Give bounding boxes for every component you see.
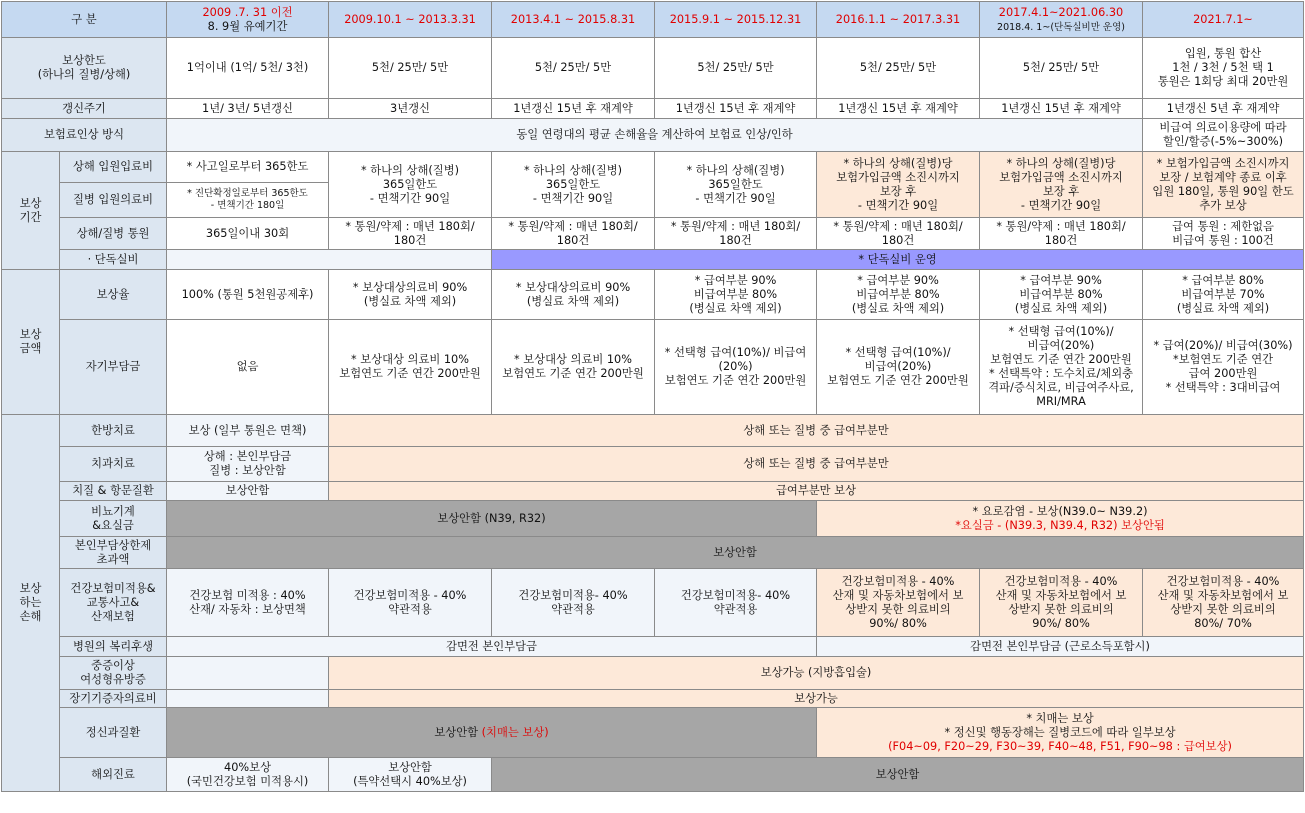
cell: 감면전 본인부담금 (근로소득포함시) (817, 637, 1304, 657)
row-severe-label: 중증이상 여성형유방증 (60, 657, 167, 690)
cell: 3년갱신 (329, 99, 492, 119)
row-excess-label: 본인부담상한제 초과액 (60, 537, 167, 569)
cell: 감면전 본인부담금 (167, 637, 817, 657)
cell: 보상가능 (329, 690, 1304, 708)
single-operation-banner: * 단독실비 운영 (492, 250, 1304, 270)
row-premium (2, 119, 1304, 152)
row-oriental (2, 415, 1304, 447)
cell: 1억이내 (1억/ 5천/ 3천) (167, 38, 329, 99)
row-amount-rate (2, 270, 1304, 320)
row-mental (2, 708, 1304, 758)
row-amount-self (2, 320, 1304, 415)
urinary-new-rule: * 요로감염 - 보상(N39.0~ N39.2) (972, 504, 1148, 518)
cell: * 선택형 급여(10%)/ 비급여 (20%) 보험연도 기준 연간 200만원 (655, 320, 817, 415)
cell: 5천/ 25만/ 5만 (817, 38, 980, 99)
cell: 5천/ 25만/ 5만 (980, 38, 1143, 99)
cell: 보상 (일부 통원은 면책) (167, 415, 329, 447)
row-dental (2, 447, 1304, 482)
cell (167, 657, 329, 690)
cell: 5천/ 25만/ 5만 (329, 38, 492, 99)
cell: 없음 (167, 320, 329, 415)
cell: 365일이내 30회 (167, 218, 329, 250)
row-period-disease-label: 질병 입원의료비 (60, 183, 167, 218)
cell: 건강보험미적용 - 40% 약관적용 (329, 569, 492, 637)
cell: 100% (통원 5천원공제후) (167, 270, 329, 320)
row-period-outpatient-label: 상해/질병 통원 (60, 218, 167, 250)
group-period-label: 보상 기간 (2, 152, 60, 270)
cell: 건강보험미적용 - 40% 산재 및 자동차보험에서 보 상받지 못한 의료비의 80%/ 70% (1143, 569, 1304, 637)
cell (817, 501, 1304, 537)
row-oriental-label: 한방치료 (60, 415, 167, 447)
cell (167, 250, 492, 270)
cell: * 보험가입금액 소진시까지 보장 / 보험계약 종료 이후 입원 180일, 통원 90일 한도 추가 보상 (1143, 152, 1304, 218)
cell: 급여 통원 : 제한없음 비급여 통원 : 100건 (1143, 218, 1304, 250)
header-division: 구 분 (2, 2, 167, 38)
cell: * 통원/약제 : 매년 180회/ 180건 (980, 218, 1143, 250)
row-amount-rate-label: 보상율 (60, 270, 167, 320)
header-period-6-note: 2018.4. 1~(단독실비만 운영) (997, 21, 1125, 33)
cell: * 통원/약제 : 매년 180회/ 180건 (329, 218, 492, 250)
cell: 보상안함 (N39, R32) (167, 501, 817, 537)
cell: 건강보험미적용- 40% 약관적용 (655, 569, 817, 637)
header-period-1-note: 8. 9월 유예기간 (207, 19, 288, 33)
group-amount-label: 보상 금액 (2, 270, 60, 415)
row-hemorrhoid-label: 치질 & 항문질환 (60, 482, 167, 501)
cell: * 하나의 상해(질병) 365일한도 - 면책기간 90일 (655, 152, 817, 218)
cell: 보상안함 (특약선택시 40%보상) (329, 758, 492, 792)
cell: 보상안함 (492, 758, 1304, 792)
cell: * 급여(20%)/ 비급여(30%) *보험연도 기준 연간 급여 200만원 * 선택특약 : 3대비급여 (1143, 320, 1304, 415)
cell: * 하나의 상해(질병) 365일한도 - 면책기간 90일 (492, 152, 655, 218)
mental-new-2: * 정신및 행동장해는 질병코드에 따라 일부보상 (944, 725, 1176, 739)
cell: 1년갱신 15년 후 재계약 (980, 99, 1143, 119)
row-overseas (2, 758, 1304, 792)
cell: * 통원/약제 : 매년 180회/ 180건 (492, 218, 655, 250)
cell: 1년갱신 15년 후 재계약 (492, 99, 655, 119)
cell: * 급여부분 90% 비급여부분 80% (병실료 차액 제외) (980, 270, 1143, 320)
row-mental-label: 정신과질환 (60, 708, 167, 758)
cell: 5천/ 25만/ 5만 (655, 38, 817, 99)
cell: 보상가능 (지방흡입술) (329, 657, 1304, 690)
header-period-5: 2016.1.1 ~ 2017.3.31 (817, 2, 980, 38)
group-comp-label: 보상 하는 손해 (2, 415, 60, 792)
cell (817, 708, 1304, 758)
cell: * 보상대상 의료비 10% 보험연도 기준 연간 200만원 (492, 320, 655, 415)
header-period-6 (980, 2, 1143, 38)
mental-new-3: (F04~09, F20~29, F30~39, F40~48, F51, F90~98 : 급여보상) (888, 739, 1232, 753)
row-hemorrhoid (2, 482, 1304, 501)
cell: * 보상대상 의료비 10% 보험연도 기준 연간 200만원 (329, 320, 492, 415)
row-overseas-label: 해외진료 (60, 758, 167, 792)
row-renew-label: 갱신주기 (2, 99, 167, 119)
row-period-injury-label: 상해 입원입료비 (60, 152, 167, 183)
cell: * 진단확정일로부터 365한도 - 면책기간 180일 (167, 183, 329, 218)
cell: * 통원/약제 : 매년 180회/ 180건 (655, 218, 817, 250)
cell: 상해 또는 질병 중 급여부분만 (329, 447, 1304, 482)
row-donor (2, 690, 1304, 708)
cell: * 선택형 급여(10%)/ 비급여(20%) 보험연도 기준 연간 200만원 (817, 320, 980, 415)
cell: 비급여 의료이용량에 따라 할인/할증(-5%~300%) (1143, 119, 1304, 152)
header-period-1 (167, 2, 329, 38)
row-welfare-label: 병원의 복리후생 (60, 637, 167, 657)
row-uninsured-label: 건강보험미적용& 교통사고& 산재보험 (60, 569, 167, 637)
insurance-comparison-table (1, 1, 1304, 792)
cell: * 사고일로부터 365한도 (167, 152, 329, 183)
cell: 입원, 통원 합산 1천 / 3천 / 5천 택 1 통원은 1회당 최대 20만원 (1143, 38, 1304, 99)
cell: * 급여부분 90% 비급여부분 80% (병실료 차액 제외) (817, 270, 980, 320)
mental-new-1: * 치매는 보상 (1026, 711, 1094, 725)
cell (167, 708, 817, 758)
cell: * 보상대상의료비 90% (병실료 차액 제외) (492, 270, 655, 320)
cell: 급여부분만 보상 (329, 482, 1304, 501)
cell: * 선택형 급여(10%)/ 비급여(20%) 보험연도 기준 연간 200만원 * 선택특약 : 도수치료/체외충 격파/증식치료, 비급여주사료, MRI/MRA (980, 320, 1143, 415)
cell: 상해 : 본인부담금 질병 : 보상안함 (167, 447, 329, 482)
header-period-3: 2013.4.1 ~ 2015.8.31 (492, 2, 655, 38)
cell: 동일 연령대의 평균 손해율을 계산하여 보험료 인상/인하 (167, 119, 1143, 152)
cell: 1년갱신 15년 후 재계약 (655, 99, 817, 119)
cell: * 통원/약제 : 매년 180회/ 180건 (817, 218, 980, 250)
header-period-7: 2021.7.1~ (1143, 2, 1304, 38)
row-limit-label: 보상한도 (하나의 질병/상해) (2, 38, 167, 99)
cell: 상해 또는 질병 중 급여부분만 (329, 415, 1304, 447)
cell: 건강보험 미적용 : 40% 산재/ 자동차 : 보상면책 (167, 569, 329, 637)
row-period-single (2, 250, 1304, 270)
cell: 40%보상 (국민건강보험 미적용시) (167, 758, 329, 792)
cell: * 급여부분 90% 비급여부분 80% (병실료 차액 제외) (655, 270, 817, 320)
row-dental-label: 치과치료 (60, 447, 167, 482)
row-renew (2, 99, 1304, 119)
row-limit (2, 38, 1304, 99)
row-period-single-label: · 단독실비 (60, 250, 167, 270)
cell: * 하나의 상해(질병) 365일한도 - 면책기간 90일 (329, 152, 492, 218)
cell: 보상안함 (167, 482, 329, 501)
cell: 1년갱신 15년 후 재계약 (817, 99, 980, 119)
row-excess (2, 537, 1304, 569)
row-uninsured (2, 569, 1304, 637)
row-period-injury (2, 152, 1304, 183)
mental-gray-dementia: (치매는 보상) (481, 725, 549, 739)
row-premium-label: 보험료인상 방식 (2, 119, 167, 152)
cell: 1년갱신 5년 후 재계약 (1143, 99, 1304, 119)
cell: 건강보험미적용- 40% 약관적용 (492, 569, 655, 637)
cell: * 급여부분 80% 비급여부분 70% (병실료 차액 제외) (1143, 270, 1304, 320)
row-urinary (2, 501, 1304, 537)
cell: * 하나의 상해(질병)당 보험가입금액 소진시까지 보장 후 - 면책기간 90일 (817, 152, 980, 218)
cell: 5천/ 25만/ 5만 (492, 38, 655, 99)
header-period-2: 2009.10.1 ~ 2013.3.31 (329, 2, 492, 38)
cell: * 하나의 상해(질병)당 보험가입금액 소진시까지 보장 후 - 면책기간 90일 (980, 152, 1143, 218)
cell: 보상안함 (167, 537, 1304, 569)
row-urinary-label: 비뇨기계 &요실금 (60, 501, 167, 537)
header-period-1-date: 2009 .7. 31 이전 (202, 5, 293, 19)
row-period-outpatient (2, 218, 1304, 250)
cell: 건강보험미적용 - 40% 산재 및 자동차보험에서 보 상받지 못한 의료비의 90%/ 80% (980, 569, 1143, 637)
mental-gray-text: 보상안함 (434, 725, 482, 739)
cell: 건강보험미적용 - 40% 산재 및 자동차보험에서 보 상받지 못한 의료비의 90%/ 80% (817, 569, 980, 637)
header-row (2, 2, 1304, 38)
cell: * 보상대상의료비 90% (병실료 차액 제외) (329, 270, 492, 320)
urinary-new-exclusion: *요실금 - (N39.3, N39.4, R32) 보상안됨 (955, 518, 1165, 532)
row-severe (2, 657, 1304, 690)
row-amount-self-label: 자기부담금 (60, 320, 167, 415)
header-period-6-date: 2017.4.1~2021.06.30 (998, 5, 1124, 19)
header-period-4: 2015.9.1 ~ 2015.12.31 (655, 2, 817, 38)
cell: 1년/ 3년/ 5년갱신 (167, 99, 329, 119)
row-donor-label: 장기기증자의료비 (60, 690, 167, 708)
cell (167, 690, 329, 708)
row-welfare (2, 637, 1304, 657)
